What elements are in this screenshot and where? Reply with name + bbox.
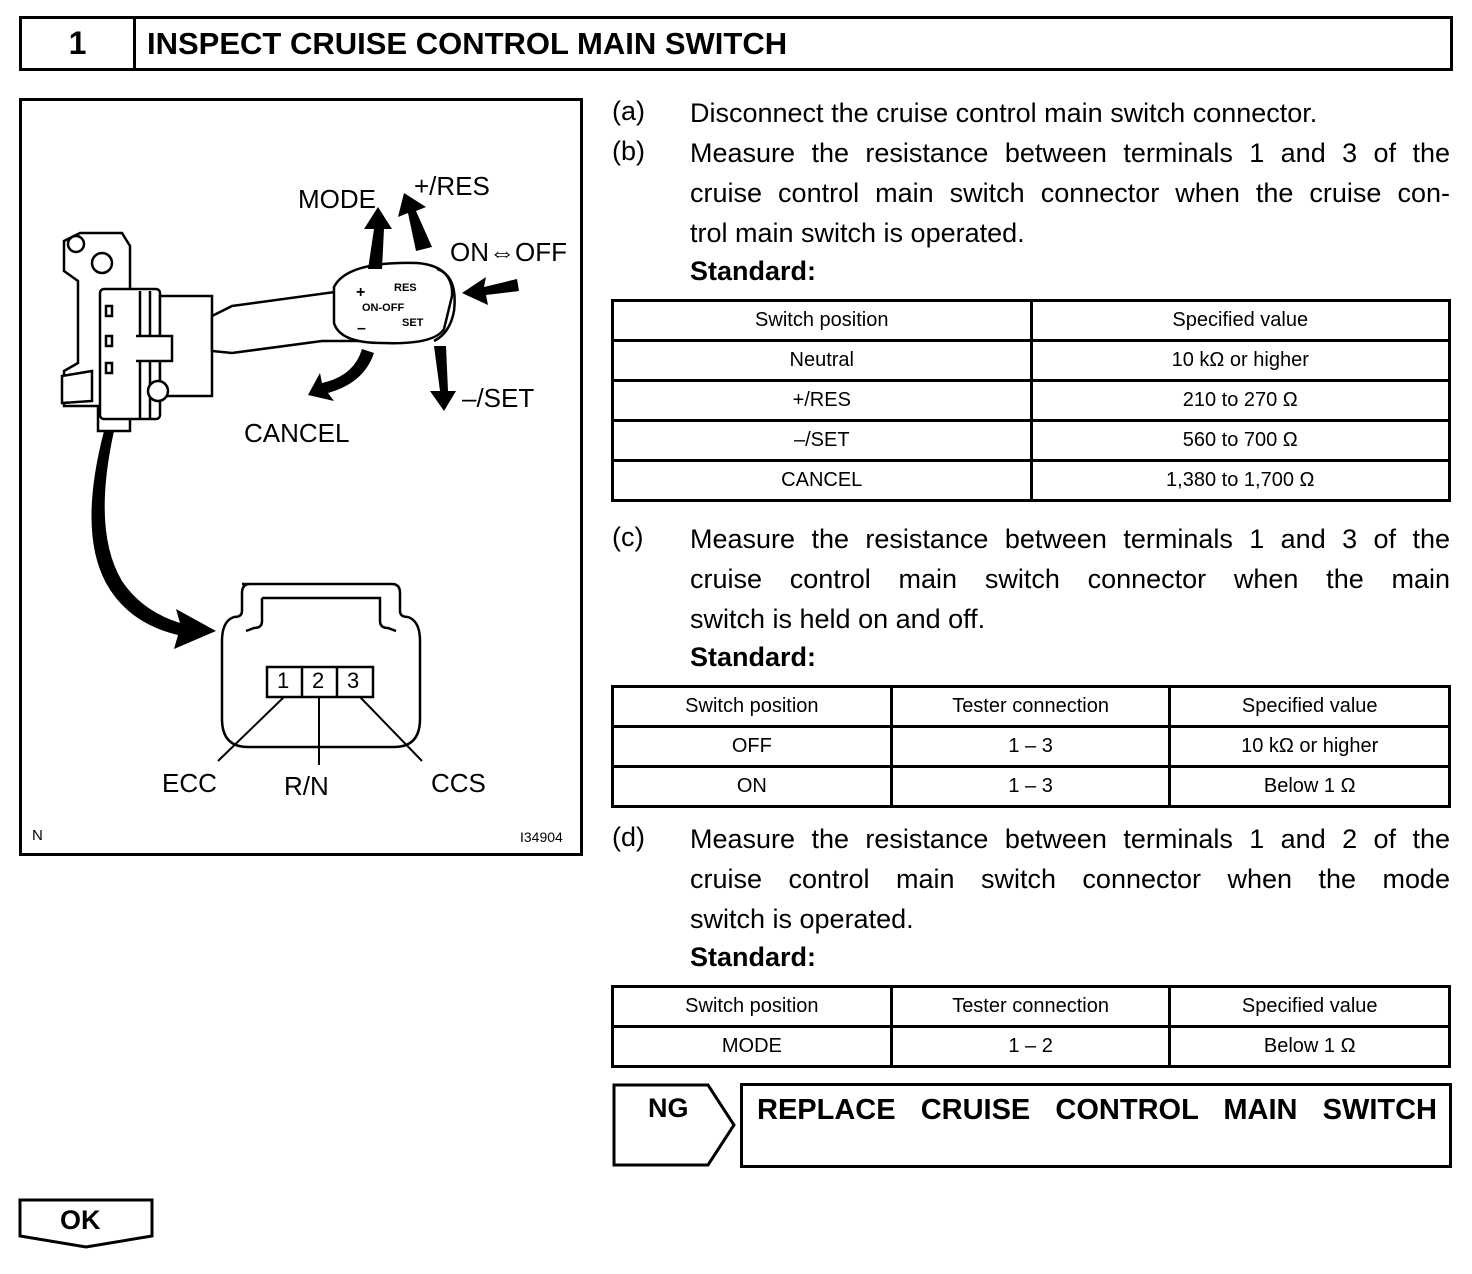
step-b-line: Measure the resistance between terminals 1 and 3 of the: [690, 138, 1450, 168]
table-cell: 1 – 3: [891, 767, 1170, 807]
mode-label: MODE: [298, 184, 376, 214]
section-title: INSPECT CRUISE CONTROL MAIN SWITCH: [147, 26, 788, 61]
step-b-line: cruise control main switch connector when the cruise con-: [690, 178, 1450, 208]
table-cell: OFF: [613, 727, 892, 767]
on-off-arrow-icon: [462, 277, 519, 305]
step-c-standard-label: Standard:: [690, 642, 817, 672]
table-header-cell: Specified value: [1031, 301, 1450, 341]
figure-n-mark: N: [32, 827, 43, 844]
connector-pointer-arrow-icon: [91, 431, 216, 649]
step-c-line: cruise control main switch connector when the main: [690, 564, 1450, 594]
on-off-label: ON⇔OFF: [450, 237, 567, 267]
table-row: [613, 767, 1450, 807]
figure-id: I34904: [520, 829, 563, 845]
section-header: [19, 16, 1453, 71]
table-cell: ON: [613, 767, 892, 807]
table-cell: 210 to 270 Ω: [1031, 381, 1450, 421]
table-row: [613, 341, 1450, 381]
cancel-arrow-icon: [308, 349, 374, 401]
table-header-row: [613, 987, 1450, 1027]
step-c-line: Measure the resistance between terminals 1 and 3 of the: [690, 524, 1450, 554]
ng-action-text: REPLACE CRUISE CONTROL MAIN SWITCH: [757, 1094, 1437, 1126]
table-header-row: [613, 301, 1450, 341]
step-d-line: switch is operated.: [690, 904, 914, 934]
res-label: +/RES: [414, 171, 490, 201]
step-b-text: [690, 133, 1450, 253]
pin-2-label: 2: [312, 668, 325, 693]
lever-minus-text: –: [357, 320, 366, 337]
table-cell: CANCEL: [613, 461, 1032, 501]
table-cell: 560 to 700 Ω: [1031, 421, 1450, 461]
step-d-line: cruise control main switch connector when the mode: [690, 864, 1450, 894]
ng-label: NG: [648, 1093, 689, 1123]
table-cell: MODE: [613, 1027, 892, 1067]
step-c-text: [690, 519, 1450, 639]
table-cell: 1 – 3: [891, 727, 1170, 767]
switch-housing: [62, 233, 212, 431]
lever-plus-text: +: [356, 284, 366, 301]
table-header-cell: Switch position: [613, 301, 1032, 341]
table-cell: 10 kΩ or higher: [1031, 341, 1450, 381]
table-cell: Below 1 Ω: [1170, 1027, 1450, 1067]
switch-lever: [212, 263, 455, 353]
step-number: 1: [22, 19, 136, 68]
table-cell: –/SET: [613, 421, 1032, 461]
step-a-letter: (a): [612, 96, 645, 126]
table-row: [613, 1027, 1450, 1067]
table-header-cell: Switch position: [613, 687, 892, 727]
table-header-cell: Tester connection: [891, 987, 1170, 1027]
ecc-label: ECC: [162, 768, 217, 798]
step-b-line: trol main switch is operated.: [690, 218, 1025, 248]
mode-arrow-icon: [364, 207, 392, 269]
table-c: [611, 685, 1451, 808]
table-cell: 1 – 2: [891, 1027, 1170, 1067]
ng-action-box: [740, 1083, 1452, 1168]
set-label: –/SET: [462, 383, 535, 413]
table-header-cell: Specified value: [1170, 987, 1450, 1027]
table-cell: 10 kΩ or higher: [1170, 727, 1450, 767]
table-header-row: [613, 687, 1450, 727]
table-cell: Neutral: [613, 341, 1032, 381]
switch-illustration: [19, 98, 583, 856]
table-cell: Below 1 Ω: [1170, 767, 1450, 807]
table-b: [611, 299, 1451, 502]
step-a-text: [690, 93, 1450, 133]
table-row: [613, 381, 1450, 421]
pin-3-label: 3: [347, 668, 360, 693]
set-arrow-icon: [430, 346, 456, 411]
step-b-standard-label: Standard:: [690, 256, 817, 286]
table-row: [613, 727, 1450, 767]
table-row: [613, 421, 1450, 461]
lever-set-text: SET: [402, 317, 424, 329]
step-b-letter: (b): [612, 136, 645, 166]
step-d-letter: (d): [612, 822, 645, 852]
step-d-standard-label: Standard:: [690, 942, 817, 972]
table-header-cell: Switch position: [613, 987, 892, 1027]
ok-label: OK: [60, 1205, 101, 1235]
step-d-text: [690, 819, 1450, 939]
table-cell: +/RES: [613, 381, 1032, 421]
step-d-line: Measure the resistance between terminals 1 and 2 of the: [690, 824, 1450, 854]
table-row: [613, 461, 1450, 501]
rn-label: R/N: [284, 771, 329, 801]
step-c-letter: (c): [612, 522, 644, 552]
lever-on-off-text: ON-OFF: [362, 302, 405, 314]
table-header-cell: Specified value: [1170, 687, 1450, 727]
cancel-label: CANCEL: [244, 418, 350, 448]
table-d: [611, 985, 1451, 1068]
table-cell: 1,380 to 1,700 Ω: [1031, 461, 1450, 501]
lever-res-text: RES: [394, 282, 417, 294]
ccs-label: CCS: [431, 768, 486, 798]
step-a-line: Disconnect the cruise control main switch connector.: [690, 98, 1318, 128]
step-c-line: switch is held on and off.: [690, 604, 986, 634]
pin-1-label: 1: [277, 668, 290, 693]
table-header-cell: Tester connection: [891, 687, 1170, 727]
